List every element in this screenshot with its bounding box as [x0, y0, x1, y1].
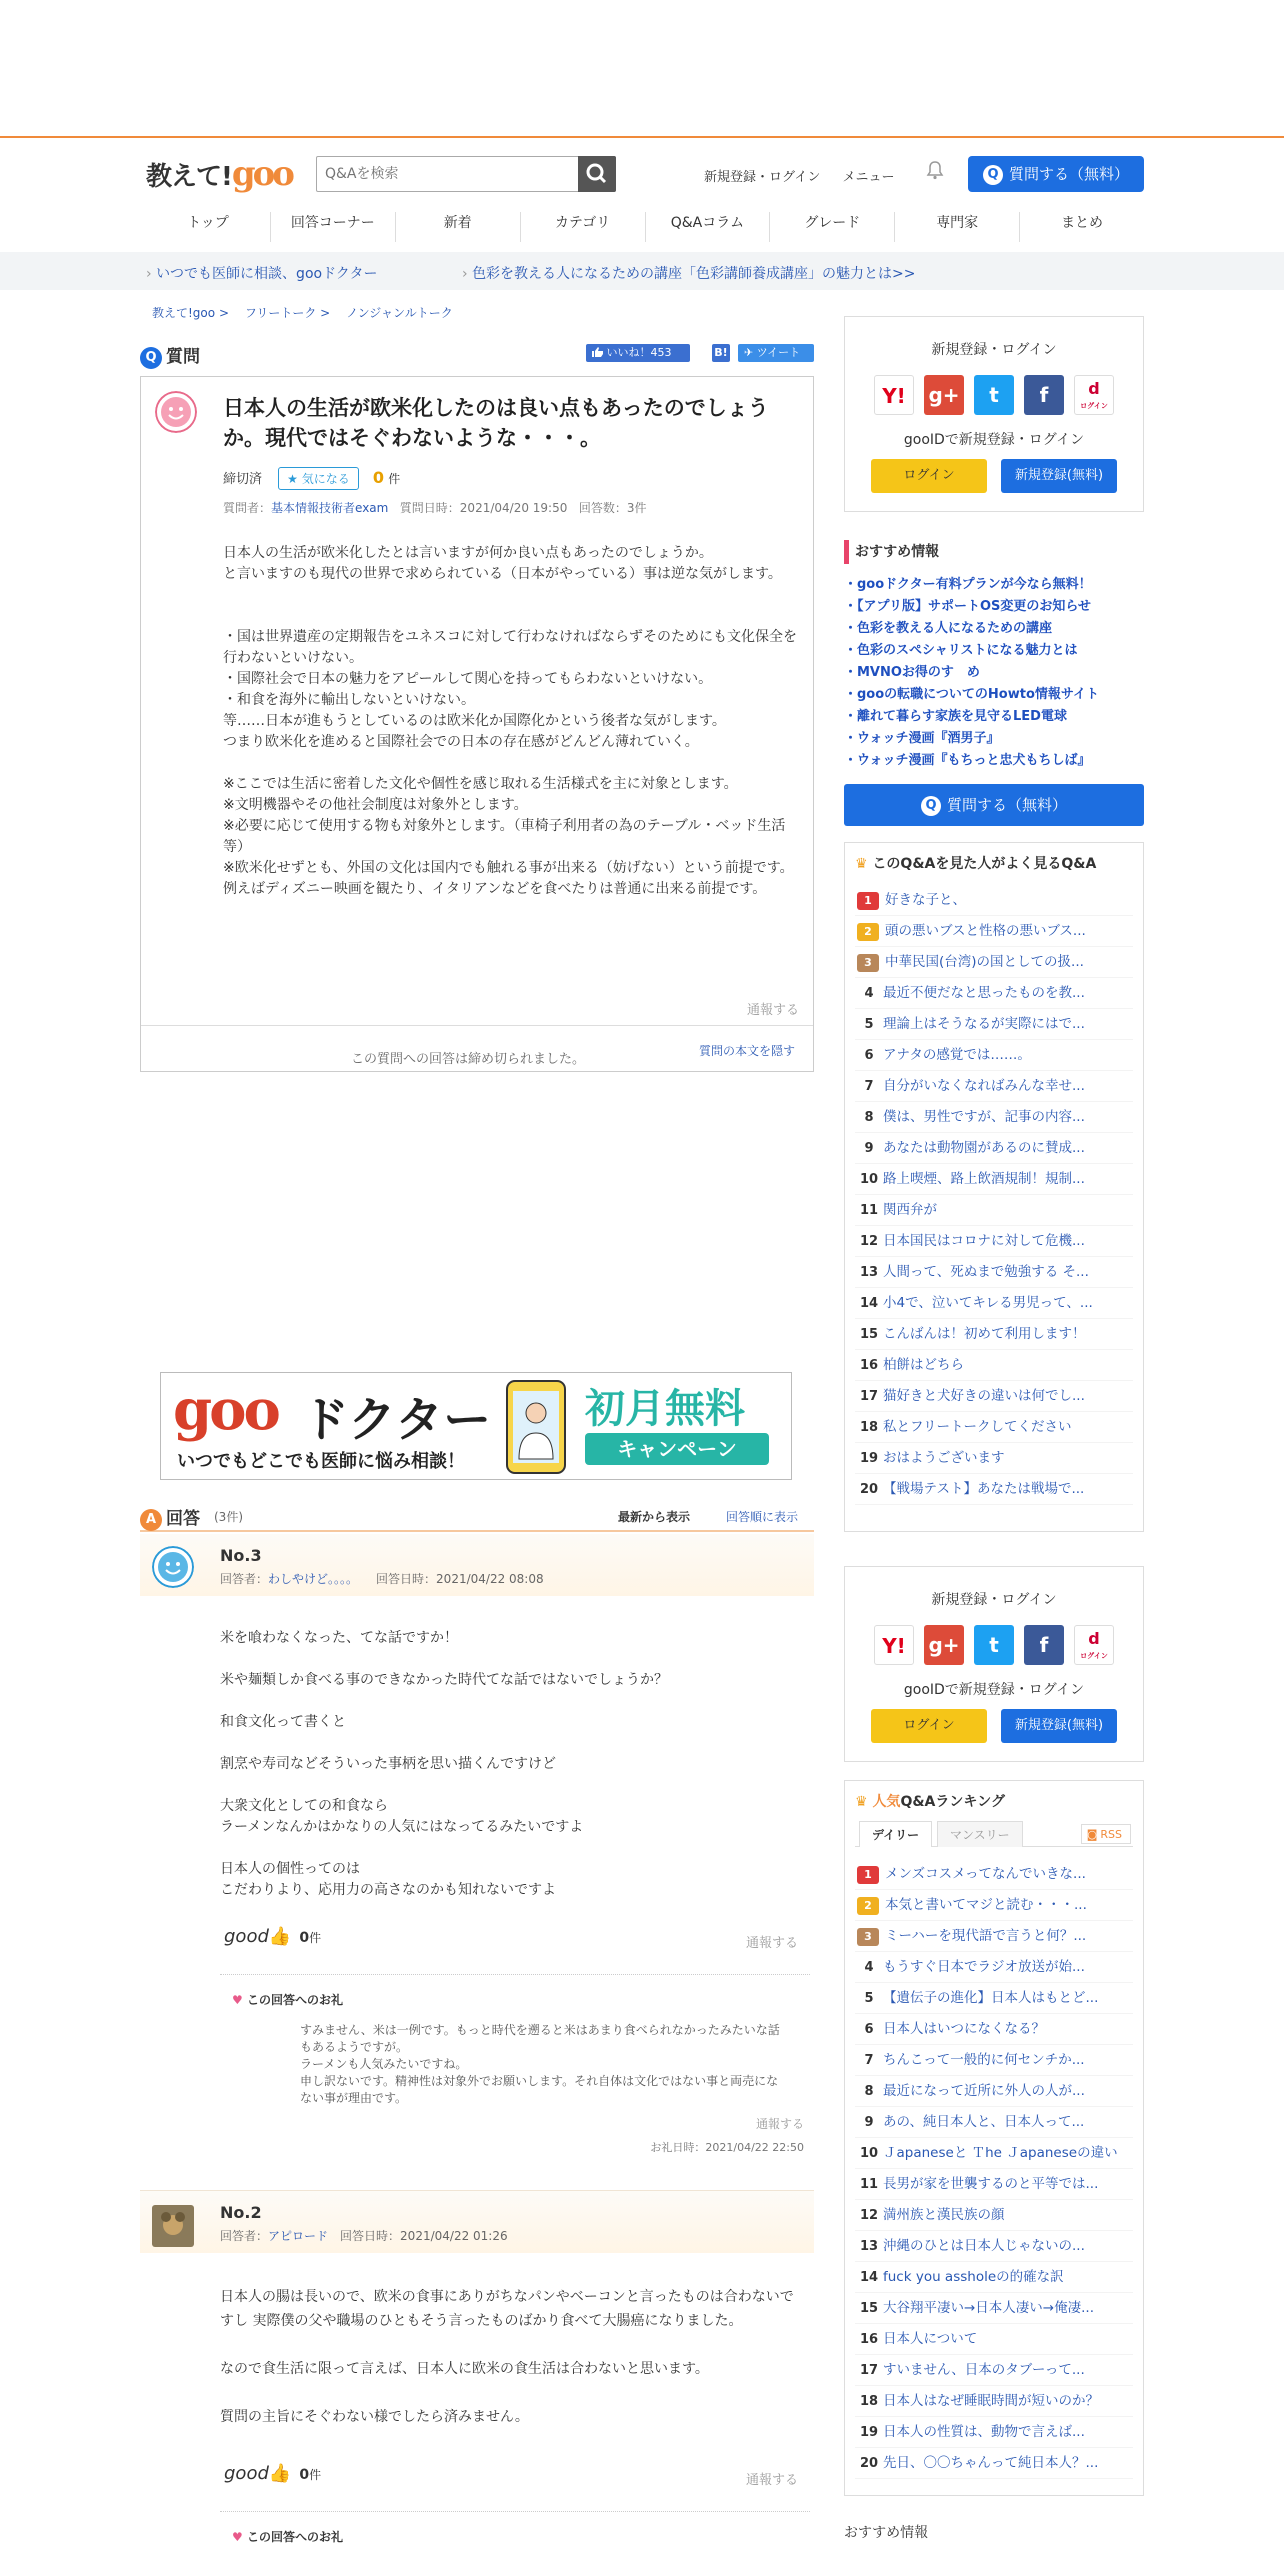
- answer-body: 米を喰わなくなった、てな話ですか！ 米や麺類しか食べる事のできなかった時代てな話ではないでしょうか？ 和食文化って書くと 割烹や寿司などそういった事柄を思い描くんですけど 大衆文化としての和食なら ラーメンなんかはかなりの人気にはなってるみたいですよ 日本人の個性ってのは こだわりより、応用力の高さなのかも知れないですよ: [220, 1630, 668, 1898]
- promo-link-color[interactable]: › 色彩を教える人になるための講座「色彩講師養成講座」の魅力とは>>: [462, 266, 916, 282]
- thumbs-up-icon: [592, 347, 603, 357]
- ranking-item[interactable]: [855, 1952, 1133, 1983]
- ranking-item[interactable]: [855, 2293, 1133, 2324]
- answer-item: [140, 1534, 814, 2194]
- ranking-item[interactable]: [855, 1319, 1133, 1350]
- rank-number: 13: [859, 2239, 879, 2254]
- sidebar-ask-button[interactable]: Q 質問する（無料）: [844, 784, 1144, 826]
- sidebar-login-box-2: [844, 1566, 1144, 1762]
- ranking-item-label: 長男が家を世襲するのと平等では...: [883, 2176, 1099, 2192]
- doctor-phone-icon: [505, 1379, 567, 1475]
- question-report-link[interactable]: 通報する: [746, 1003, 799, 1018]
- ranking-item-label: fuck you assholeの的確な訳: [883, 2269, 1064, 2285]
- answerer-avatar[interactable]: [152, 2205, 194, 2247]
- answer-report-link[interactable]: 通報する: [745, 1936, 798, 1951]
- ranking-item-label: もうすぐ日本でラジオ放送が始...: [883, 1959, 1085, 1975]
- rank-number: 10: [859, 2146, 879, 2161]
- rank-crown-icon: 3: [857, 954, 879, 972]
- closed-notice-row: [141, 1025, 813, 1071]
- ranking-item[interactable]: [855, 1859, 1133, 1890]
- thumbs-up-icon: 👍: [268, 1926, 292, 1947]
- ranking-item[interactable]: [855, 2169, 1133, 2200]
- ranking-item[interactable]: [855, 1195, 1133, 1226]
- answerer-name[interactable]: アピロード: [268, 2229, 329, 2243]
- rank-crown-icon: 1: [857, 892, 879, 910]
- yahoo-login-icon[interactable]: Y!: [874, 1625, 914, 1665]
- rank-number: 20: [859, 1482, 879, 1497]
- answerer-name[interactable]: わしやけど。。。。: [268, 1572, 353, 1586]
- ranking-item-label: ミーハーを現代語で言うと何？...: [885, 1928, 1087, 1944]
- rank-number: 8: [864, 1110, 874, 1125]
- rss-link[interactable]: ◙ RSS: [1081, 1824, 1131, 1844]
- ranking-item-label: こんばんは！初めて利用します！: [883, 1326, 1086, 1342]
- ranking-item-label: 日本人について: [883, 2331, 978, 2347]
- login-button[interactable]: ログイン: [871, 459, 987, 493]
- banner-free-text: 初月無料: [585, 1386, 745, 1432]
- goo-id-label: gooIDで新規登録・ログイン: [903, 432, 1085, 448]
- recommend-item[interactable]: ・ウォッチ漫画『もちっと忠犬もちしば』: [844, 753, 1091, 768]
- hide-body-link[interactable]: 質問の本文を隠す: [698, 1044, 795, 1058]
- ranking-item-label: 最近になって近所に外人の人が...: [883, 2083, 1085, 2099]
- sort-newest[interactable]: 最新から表示: [618, 1510, 691, 1524]
- asker-name[interactable]: 基本情報技術者exam: [271, 501, 389, 515]
- rank-number: 4: [864, 1960, 874, 1975]
- ranking-item[interactable]: [855, 2324, 1133, 2355]
- question-body: 日本人の生活が欧米化したとは言いますが何か良い点もあったのでしょうか。 と言いますのも現代の世界で求められている（日本がやっている）事は逆な気がします。 ・国は世界遺産の定期報告をユネスコに対して行わなければならずそのためにも文化保全を行わないといけない。 ・国際社会で日本の魅力をアピールして関心を持ってもらわないといけない。 ・和食を海外に輸出しないといけない。 等……日本が進もうとしているのは欧米化か国際化かという後者な気がします。 つまり欧米化を進めると国際社会での日本の存在感がどんどん薄れていく。 ※ここでは生活に密着した文化や個性を感じ取れる生活様式を主に対象とします。 ※文明機器やその他社会制度は対象外とします。 ※必要に応じて使用する物も対象外とします。（車椅子利用者の為のテーブル・ベッド生活等） ※欧米化せずとも、外国の文化は国内でも触れる事が出来る（妨げない）という前提です。例えばディズニー映画を観たり、イタリアンなどを食べたりは普通に出来る前提です。: [223, 545, 797, 897]
- q-icon: Q: [983, 165, 1003, 185]
- register-button[interactable]: 新規登録(無料): [1001, 459, 1117, 493]
- rank-number: 11: [859, 2177, 879, 2192]
- ranking-item-label: おはようございます: [883, 1450, 1005, 1466]
- popular-qa-ranking: ♛ 人気Q&Aランキング デイリー マンスリー ◙ RSS 1 メンズコスメってなんでいきな... 2 本気と書いてマジと読む・・・... 3 ミーハーを現代語で言うと何？... 4 もうすぐ日本でラジオ放送が始... 5 【遺伝子の進化】日本人はもとど... 6 日本人はいつになくなる？ 7 ちんこって一般的に何センチか... 8 最近になって近所に外人の人が... 9 あの、純日本人と、日本人って... 10 Ｊapaneseと Ｔhe Ｊapaneseの違い 11 長男が家を世襲するのと平等では... 12 満州族と漢民族の顔 13 沖縄のひとは日本人じゃないの... 14 fuck you assholeの的確な訳 15 大谷翔平凄い→日本人凄い→俺凄... 16 日本人について 17 すいません、日本のタブーって... 18 日本人はなぜ睡眠時間が短いのか？ 19 日本人の性質は、動物で言えば... 20 先日、〇〇ちゃんって純日本人？...: [844, 1780, 1144, 2496]
- reply-date: お礼日時：2021/04/22 22:50: [650, 2141, 804, 2154]
- goo-doctor-banner[interactable]: [160, 1372, 792, 1480]
- rank-number: 18: [859, 1420, 879, 1435]
- ranking-item-label: 関西弁が: [883, 1202, 937, 1218]
- docomo-login-icon[interactable]: d ログイン: [1074, 1625, 1114, 1665]
- ranking-item[interactable]: [855, 2355, 1133, 2386]
- ranking-item[interactable]: [855, 2076, 1133, 2107]
- rank-number: 9: [864, 1141, 874, 1156]
- breadcrumb-free-talk[interactable]: フリートーク: [244, 306, 317, 320]
- recommend-item[interactable]: ・色彩を教える人になるための講座: [844, 621, 1053, 636]
- ranking-item-label: 小4で、泣いてキレる男児って、...: [883, 1295, 1093, 1311]
- ranking-item-label: 頭の悪いブスと性格の悪いブス...: [885, 923, 1086, 939]
- facebook-login-icon[interactable]: f: [1024, 375, 1064, 415]
- ranking-item-label: あの、純日本人と、日本人って...: [883, 2114, 1085, 2130]
- banner-goo-logo: goo: [173, 1377, 278, 1443]
- a-badge-icon: A: [140, 1509, 162, 1531]
- banner-campaign: キャンペーン: [585, 1433, 769, 1465]
- search-icon: [578, 156, 616, 192]
- ranking-item[interactable]: [855, 2262, 1133, 2293]
- ranking-item-label: Ｊapaneseと Ｔhe Ｊapaneseの違い: [883, 2145, 1118, 2161]
- recommend-box: [844, 540, 1144, 772]
- question-title: 日本人の生活が欧米化したのは良い点もあったのでしょうか。現代ではそぐわないような・・・。: [223, 396, 769, 450]
- q-icon: Q: [921, 796, 941, 816]
- rank-number: 18: [859, 2394, 879, 2409]
- ranking-item[interactable]: [855, 2200, 1133, 2231]
- like-button[interactable]: いいね！453: [586, 344, 690, 362]
- tweet-button[interactable]: ✈ ツイート: [738, 344, 814, 362]
- rank-number: 7: [864, 2053, 874, 2068]
- ranking-item[interactable]: [855, 1164, 1133, 1195]
- ask-question-button[interactable]: Q 質問する（無料）: [968, 156, 1144, 192]
- ranking-item-label: 最近不便だなと思ったものを教...: [883, 985, 1085, 1001]
- answer-header: [140, 1534, 814, 1596]
- thanks-reply: ♥ この回答へのお礼 すみません、米は一例です。もっと時代を遡ると米はあまり食べられなかったみたいな話もあるようですが。 ラーメンも人気みたいですね。 申し訳ないです。精神性は対象外でお願いします。それ自体は文化ではない事と両売になない事が理由です。 通報する お礼日時：2021/04/22 22:50: [220, 1974, 810, 2174]
- ranking-item-label: 猫好きと犬好きの違いは何でし...: [883, 1388, 1085, 1404]
- tab-monthly[interactable]: マンスリー: [937, 1821, 1023, 1847]
- rank-number: 17: [859, 2363, 879, 2378]
- watch-button[interactable]: ★ 気になる: [278, 467, 359, 490]
- answer-header: [140, 2191, 814, 2253]
- hatena-bookmark-button[interactable]: B!: [712, 344, 730, 362]
- nav-answer-corner[interactable]: 回答コーナー: [271, 212, 396, 242]
- rank-number: 12: [859, 2208, 879, 2223]
- facebook-login-icon[interactable]: f: [1024, 1625, 1064, 1665]
- ranking-item[interactable]: [855, 978, 1133, 1009]
- top-ad-area: [0, 0, 1284, 138]
- ranking-item[interactable]: [855, 2231, 1133, 2262]
- ranking-item-label: 人間って、死ぬまで勉強する そ...: [883, 1264, 1089, 1280]
- related-ranking-title: このQ&Aを見た人がよく見るQ&A: [872, 856, 1097, 872]
- rank-number: 13: [859, 1265, 879, 1280]
- rank-crown-icon: 2: [857, 1897, 879, 1915]
- rank-crown-icon: 1: [857, 1866, 879, 1884]
- answerer-avatar[interactable]: [152, 1546, 194, 1588]
- recommend-item[interactable]: ・gooドクター有料プランが今なら無料！: [844, 577, 1092, 592]
- rank-number: 14: [859, 2270, 879, 2285]
- recommend-item[interactable]: ・ウォッチ漫画『酒男子』: [844, 731, 1000, 746]
- recommend-item[interactable]: ・【アプリ版】サポートOS変更のお知らせ: [844, 599, 1092, 614]
- ranking-item[interactable]: [855, 1921, 1133, 1952]
- ranking-item[interactable]: [855, 1983, 1133, 2014]
- yahoo-login-icon[interactable]: Y!: [874, 375, 914, 415]
- rank-number: 6: [864, 2022, 874, 2037]
- recommend-item[interactable]: ・離れて暮らす家族を見守るLED電球: [844, 709, 1067, 724]
- login-link[interactable]: 新規登録・ログイン: [704, 170, 821, 185]
- ranking-item-label: 中華民国(台湾)の国としての扱...: [885, 954, 1084, 970]
- login-button[interactable]: ログイン: [871, 1709, 987, 1743]
- ranking-item-label: 日本国民はコロナに対して危機...: [883, 1233, 1085, 1249]
- ranking-item-label: 大谷翔平凄い→日本人凄い→俺凄...: [883, 2300, 1094, 2316]
- good-button[interactable]: good👍 0件: [224, 2463, 322, 2484]
- ranking-item-label: あなたは動物園があるのに賛成...: [883, 1140, 1085, 1156]
- nav-top[interactable]: トップ: [146, 212, 271, 242]
- search-input[interactable]: [317, 157, 577, 191]
- question-meta: 質問者：基本情報技術者exam 質問日時：2021/04/20 19:50 回答数：3件: [223, 501, 647, 515]
- ranking-item[interactable]: [855, 1009, 1133, 1040]
- bell-icon[interactable]: [926, 160, 944, 180]
- rank-number: 20: [859, 2456, 879, 2471]
- ranking-item[interactable]: [855, 916, 1133, 947]
- ranking-item[interactable]: [855, 1474, 1133, 1505]
- rank-number: 19: [859, 2425, 879, 2440]
- ranking-item[interactable]: [855, 2138, 1133, 2169]
- nav-expert[interactable]: 専門家: [895, 212, 1020, 242]
- ranking-item[interactable]: [855, 1288, 1133, 1319]
- header-links: [704, 166, 913, 185]
- ranking-item-label: 私とフリートークしてください: [883, 1419, 1072, 1435]
- ranking-item[interactable]: [855, 1040, 1133, 1071]
- rank-number: 8: [864, 2084, 874, 2099]
- ranking-item[interactable]: [855, 1443, 1133, 1474]
- reply-report-link[interactable]: 通報する: [755, 2117, 804, 2131]
- site-logo[interactable]: 教えて!goo: [146, 154, 292, 194]
- rank-number: 14: [859, 1296, 879, 1311]
- login-box-title: 新規登録・ログイン: [931, 342, 1057, 358]
- breadcrumb-non-genre[interactable]: ノンジャンルトーク: [346, 306, 453, 320]
- rank-number: 5: [864, 1991, 874, 2006]
- ranking-item[interactable]: [855, 1350, 1133, 1381]
- ranking-item-label: 本気と書いてマジと読む・・・...: [885, 1897, 1087, 1913]
- recommend-item[interactable]: ・MVNOお得のす め: [844, 665, 980, 680]
- answer-number: No.2: [220, 2203, 262, 2222]
- nav-new[interactable]: 新着: [396, 212, 521, 242]
- twitter-login-icon[interactable]: t: [974, 375, 1014, 415]
- ranking-item-label: ちんこって一般的に何センチか...: [883, 2052, 1085, 2068]
- status-badge: 締切済: [223, 472, 263, 487]
- ranking-item-label: 理論上はそうなるが実際にはで...: [883, 1016, 1085, 1032]
- ranking-item[interactable]: [855, 1890, 1133, 1921]
- ranking-item[interactable]: [855, 885, 1133, 916]
- rank-number: 7: [864, 1079, 874, 1094]
- answer-report-link[interactable]: 通報する: [745, 2473, 798, 2488]
- rank-number: 10: [859, 1172, 879, 1187]
- goo-id-label: gooIDで新規登録・ログイン: [903, 1682, 1085, 1698]
- answers-count: (3件): [214, 1510, 243, 1524]
- ranking-item[interactable]: [855, 2045, 1133, 2076]
- tab-daily[interactable]: デイリー: [859, 1821, 932, 1847]
- ranking-item[interactable]: [855, 1102, 1133, 1133]
- answers-header: A 回答 (3件) 最新から表示 回答順に表示: [140, 1500, 814, 1532]
- ranking-item[interactable]: [855, 2417, 1133, 2448]
- answer-item: [140, 2190, 814, 2568]
- ranking-item-label: 日本人はなぜ睡眠時間が短いのか？: [883, 2393, 1099, 2409]
- google-login-icon[interactable]: g+: [924, 375, 964, 415]
- nav-summary[interactable]: まとめ: [1061, 215, 1104, 231]
- ranking-item[interactable]: [855, 1226, 1133, 1257]
- recommend-title: おすすめ情報: [844, 540, 1144, 564]
- related-qa-ranking: [844, 842, 1144, 1532]
- good-button[interactable]: good👍 0件: [224, 1926, 322, 1947]
- rank-number: 15: [859, 1327, 879, 1342]
- crown-icon: ♛: [855, 1794, 868, 1810]
- search-button[interactable]: [578, 156, 616, 192]
- rank-number: 4: [864, 986, 874, 1001]
- ranking-item[interactable]: [855, 2014, 1133, 2045]
- ranking-item-label: 自分がいなくなればみんな幸せ...: [883, 1078, 1085, 1094]
- question-section: [140, 340, 814, 1072]
- ranking-item-label: 路上喫煙、路上飲酒規制！規制...: [883, 1171, 1085, 1187]
- register-button[interactable]: 新規登録(無料): [1001, 1709, 1117, 1743]
- rank-number: 16: [859, 1358, 879, 1373]
- rank-number: 6: [864, 1048, 874, 1063]
- rank-number: 9: [864, 2115, 874, 2130]
- docomo-login-icon[interactable]: d ログイン: [1074, 375, 1114, 415]
- ranking-item[interactable]: [855, 947, 1133, 978]
- ranking-item-label: 日本人はいつになくなる？: [883, 2021, 1045, 2037]
- ranking-item[interactable]: [855, 1071, 1133, 1102]
- rank-number: 5: [864, 1017, 874, 1032]
- answer-body: 日本人の腸は長いので、欧米の食事にありがちなパンやベーコンと言ったものは合わないですし 実際僕の父や職場のひともそう言ったものばかり食べて大腸癌になりました。 なので食生活に限って言えば、日本人に欧米の食生活は合わないと思います。 質問の主旨にそぐわない様でしたら済みません。: [220, 2289, 794, 2425]
- asker-avatar[interactable]: [155, 391, 197, 433]
- breadcrumb: 教えて!goo > フリートーク > ノンジャンルトーク: [152, 306, 453, 320]
- thumbs-up-icon: 👍: [268, 2463, 292, 2484]
- ranking-item-label: 沖縄のひとは日本人じゃないの...: [883, 2238, 1085, 2254]
- twitter-login-icon[interactable]: t: [974, 1625, 1014, 1665]
- ranking-item-label: すいません、日本のタブーって...: [883, 2362, 1085, 2378]
- answer-number: No.3: [220, 1546, 262, 1565]
- answer-meta: 回答者：アピロード 回答日時：2021/04/22 01:26: [220, 2229, 508, 2243]
- rank-number: 17: [859, 1389, 879, 1404]
- rank-number: 11: [859, 1203, 879, 1218]
- ranking-item[interactable]: [855, 2107, 1133, 2138]
- ranking-item-label: アナタの感覚では……。: [883, 1047, 1031, 1063]
- sort-oldest[interactable]: 回答順に表示: [726, 1510, 799, 1524]
- heart-icon: ♥: [232, 1993, 243, 2007]
- ranking-item-label: メンズコスメってなんでいきな...: [885, 1866, 1086, 1882]
- question-status-row: 締切済 ★ 気になる 0 件: [223, 467, 400, 490]
- thanks-reply: ♥ この回答へのお礼: [220, 2511, 810, 2561]
- ranking-item-label: 満州族と漢民族の顔: [883, 2207, 1005, 2223]
- rank-crown-icon: 2: [857, 923, 879, 941]
- ranking-item[interactable]: [855, 1133, 1133, 1164]
- ranking-item-label: 好きな子と、: [885, 892, 966, 908]
- q-badge-icon: Q: [140, 347, 162, 369]
- promo-strip: [0, 252, 1284, 290]
- crown-icon: ♛: [855, 856, 868, 872]
- ranking-tabs: [855, 1821, 1133, 1847]
- main-nav: [146, 212, 1144, 242]
- question-box: [140, 376, 814, 1072]
- ranking-item[interactable]: [855, 2448, 1133, 2479]
- heart-icon: ♥: [232, 2530, 243, 2544]
- nav-category[interactable]: カテゴリ: [521, 212, 646, 242]
- ranking-item-label: 先日、〇〇ちゃんって純日本人？...: [883, 2455, 1099, 2471]
- rank-crown-icon: 3: [857, 1928, 879, 1946]
- recommend-title-2: おすすめ情報: [844, 2525, 929, 2541]
- banner-doctor-text: ドクター: [301, 1392, 492, 1448]
- login-box-title: 新規登録・ログイン: [931, 1592, 1057, 1608]
- thanks-reply-body: すみません、米は一例です。もっと時代を遡ると米はあまり食べられなかったみたいな話もあるようですが。 ラーメンも人気みたいですね。 申し訳ないです。精神性は対象外でお願いします。それ自体は文化ではない事と両売になない事が理由です。: [300, 2023, 780, 2105]
- banner-tagline: いつでもどこでも医師に悩み相談！: [177, 1451, 465, 1472]
- rank-number: 19: [859, 1451, 879, 1466]
- ranking-item-label: 【戦場テスト】あなたは戦場で...: [883, 1481, 1085, 1497]
- promo-link-doctor[interactable]: › いつでも医師に相談、gooドクター: [146, 266, 378, 282]
- ranking-item-label: 僕は、男性ですが、記事の内容...: [883, 1109, 1085, 1125]
- rank-number: 15: [859, 2301, 879, 2316]
- recommend-item[interactable]: ・gooの転職についてのHowto情報サイト: [844, 687, 1099, 702]
- menu-link[interactable]: メニュー: [842, 170, 895, 185]
- twitter-icon: ✈: [744, 346, 754, 359]
- ranking-item[interactable]: [855, 1381, 1133, 1412]
- ranking-item[interactable]: [855, 2386, 1133, 2417]
- recommend-item[interactable]: ・色彩のスペシャリストになる魅力とは: [844, 643, 1078, 658]
- sidebar-login-box: [844, 316, 1144, 512]
- rank-number: 16: [859, 2332, 879, 2347]
- closed-notice: この質問への回答は締め切られました。: [351, 1052, 586, 1067]
- watch-count: 0: [372, 468, 385, 487]
- star-icon: ★: [287, 472, 298, 486]
- question-header: Q 質問 いいね！453 B! ✈ ツイート: [140, 340, 814, 370]
- site-header: [146, 150, 1144, 194]
- ranking-item[interactable]: [855, 1412, 1133, 1443]
- answer-meta: 回答者：わしやけど。。。。 回答日時：2021/04/22 08:08: [220, 1572, 544, 1586]
- ranking-item-label: 日本人の性質は、動物で言えば...: [883, 2424, 1085, 2440]
- ranking-item-label: 柏餅はどちら: [883, 1357, 964, 1373]
- ranking-item-label: 【遺伝子の進化】日本人はもとど...: [883, 1990, 1099, 2006]
- nav-grade[interactable]: グレード: [770, 212, 895, 242]
- breadcrumb-home[interactable]: 教えて!goo: [152, 306, 216, 320]
- rss-icon: ◙: [1086, 1828, 1098, 1841]
- ranking-item[interactable]: [855, 1257, 1133, 1288]
- google-login-icon[interactable]: g+: [924, 1625, 964, 1665]
- rank-number: 12: [859, 1234, 879, 1249]
- nav-qa-column[interactable]: Q&Aコラム: [646, 212, 771, 242]
- search-box: [316, 156, 616, 192]
